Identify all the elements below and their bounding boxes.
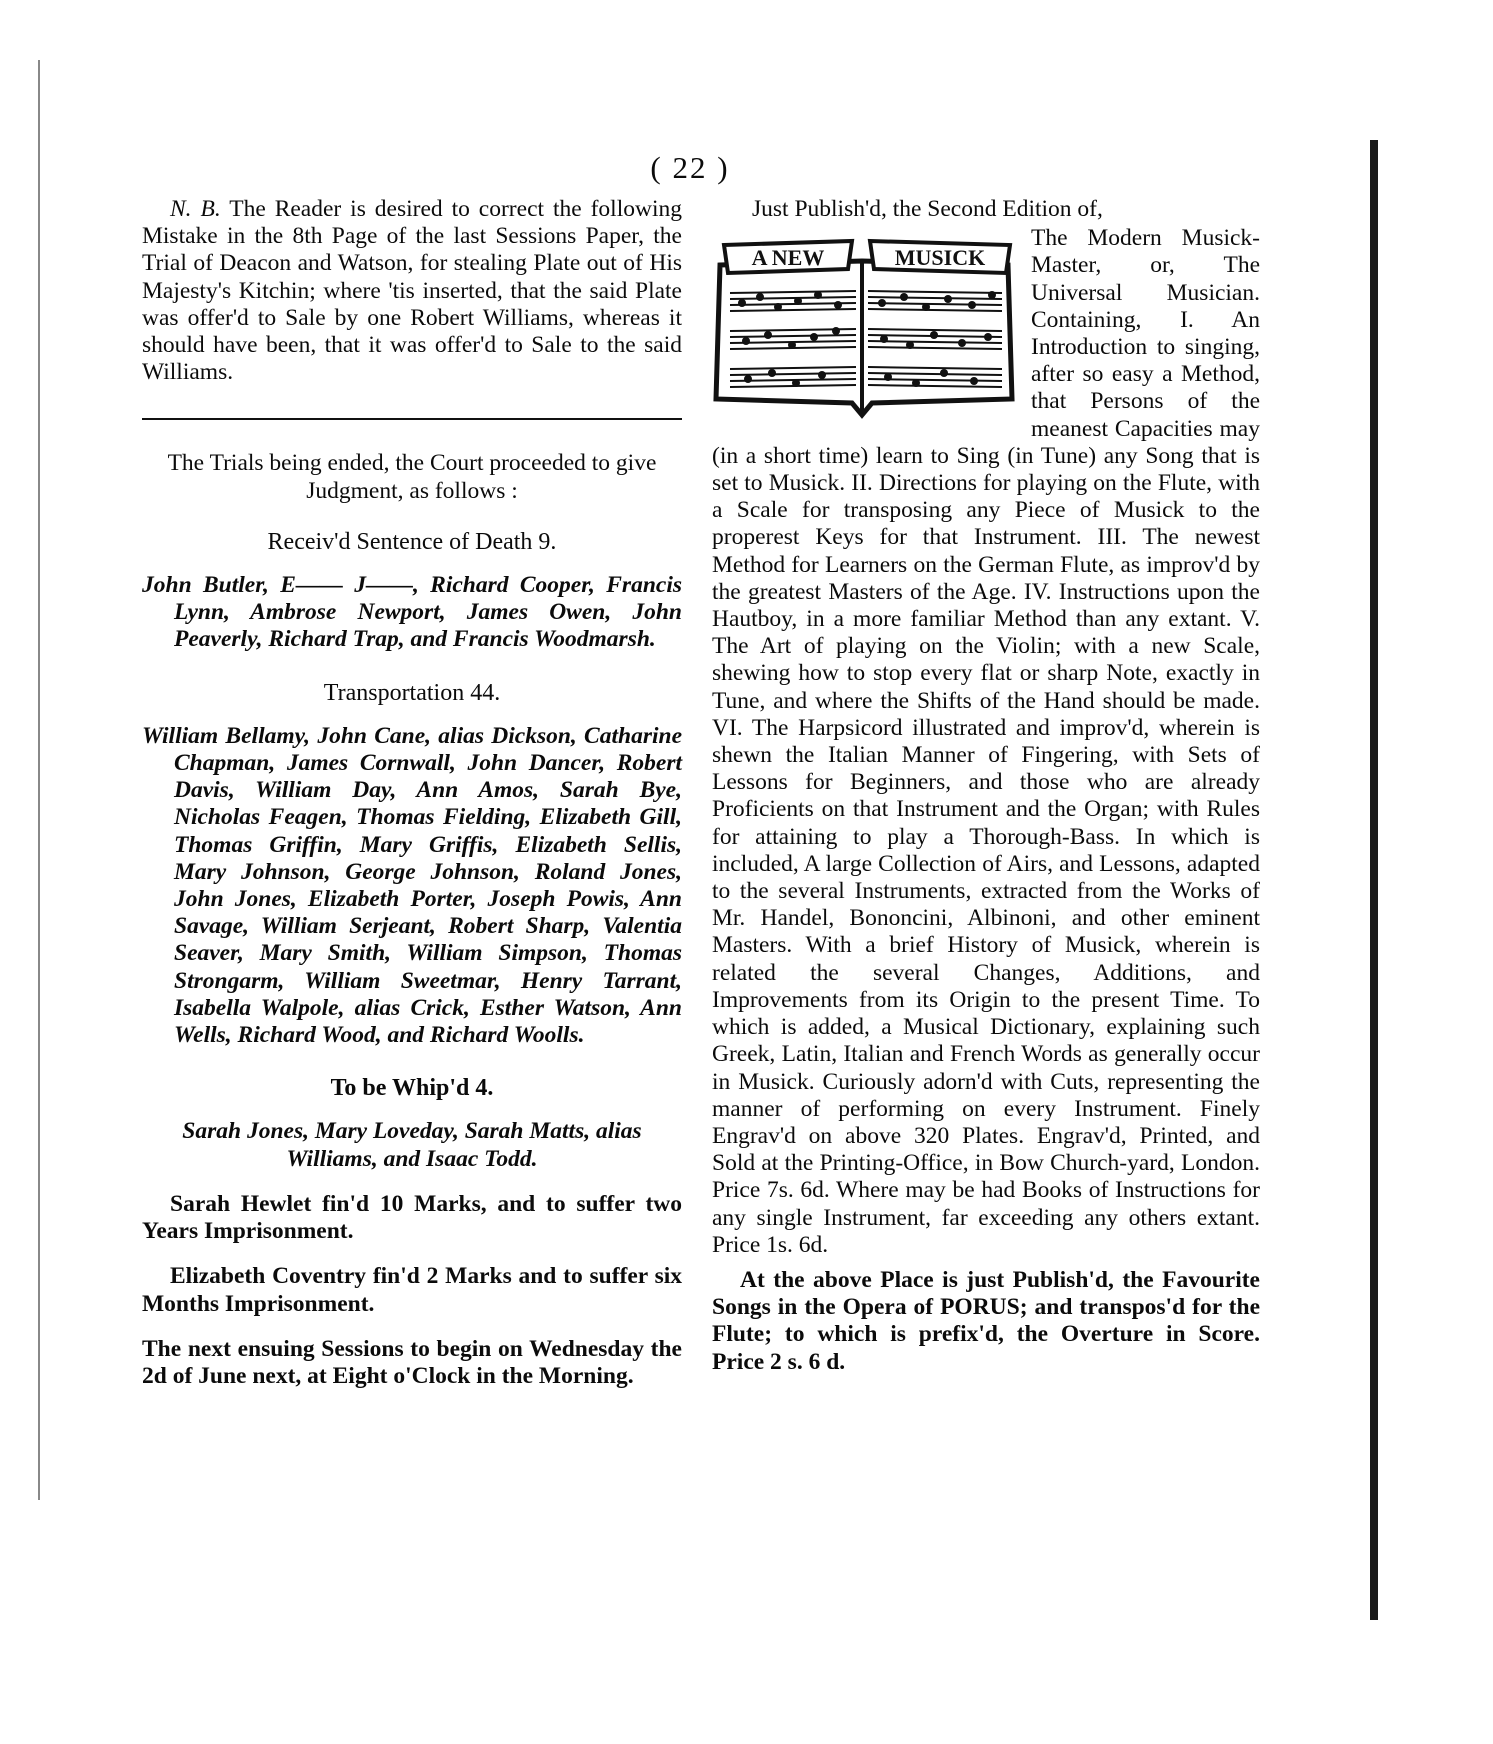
transportation-names: William Bellamy, John Cane, alias Dickson, Catharine Chapman, James Cornwall, John Dancer, Robert Davis, William Day, Ann Amos, Sarah Bye, Nicholas Feagen, Thomas Fielding, Elizabeth Gill, Thomas Griffin, Mary Griffis, Elizabeth Sellis, Mary Johnson, George Johnson, Roland Jones, John Jones, Elizabeth Porter, Joseph Powis, Ann Savage, William Serjeant, Robert Sharp, Valentia Seaver, Mary Smith, William Simpson, Thomas Strongarm, William Sweetmar, Henry Tarrant, Isabella Walpole, alias Crick, Esther Watson, Ann Wells, Richard Wood, and Richard Woolls. (142, 722, 682, 1049)
nb-paragraph (142, 196, 682, 386)
porus-advert: At the above Place is just Publish'd, the Favourite Songs in the Opera of PORUS; and transpos'd for the Flute; to which is prefix'd, the Overture in Score. Price 2 s. 6 d. (712, 1266, 1260, 1375)
advert-body: The Modern Musick-Master, or, The Universal Musician. Containing, I. An Introduction to singing, after so easy a Method, that Persons of the meanest Capacities may (in a short time) learn to Sing (in Tune) any Song that is set to Musick. II. Directions for playing on the Flute, with a Scale for transposing any Piece of Musick to the properest Keys for that Instrument. III. The newest Method for Learners on the German Flute, as improv'd by the greatest Masters of the Age. IV. Instructions upon the Hautboy, in a more familiar Method than any extant. V. The Art of playing on the Violin; with a new Scale, shewing how to stop every flat or sharp Note, exactly in Tune, and where the Shifts of the Hand should be made. VI. The Harpsicord illustrated and improv'd, wherein is shewn the Italian Manner of Fingering, with Sets of Lessons for Beginners, and those who are already Proficients on that Instrument and the Organ; with Rules for attaining to play a Thorough-Bass. In which is included, A large Collection of Airs, and Lessons, adapted to the several Instruments, extracted from the Works of Mr. Handel, Bononcini, Albinoni, and other eminent Masters. With a brief History of Musick, wherein is related the several Changes, Additions, and Improvements from its Origin to the present Time. To which is added, a Musical Dictionary, explaining such Greek, Latin, Italian and French Words as generally occur in Musick. Curiously adorn'd with Cuts, representing the manner of performing on every Instrument. Finely Engrav'd on above 320 Plates. Engrav'd, Printed, and Sold at the Printing-Office, in Bow Church-yard, London. Price 7s. 6d. Where may be had Books of Instructions for any single Instrument, far exceeding any others extant. Price 1s. 6d. (712, 225, 1260, 1258)
trials-intro: The Trials being ended, the Court proceeded to give Judgment, as follows : (167, 450, 657, 504)
left-column (142, 196, 682, 1390)
scan-left-edge (38, 60, 40, 1500)
page-number: ( 22 ) (650, 150, 730, 185)
section-divider (142, 418, 682, 420)
death-heading: Receiv'd Sentence of Death 9. (267, 528, 557, 555)
open-book-illustration (712, 231, 1017, 426)
nb-text: The Reader is desired to correct the following Mistake in the 8th Page of the last Sessions Paper, the Trial of Deacon and Watson, for stealing Plate out of His Majesty's Kitchin; where 'tis inserted, that the said Plate was offer'd to Sale by one Robert Williams, whereas it should have been, that it was offer'd to Sale to the said Williams. (142, 196, 682, 386)
scan-edge-shadow (1370, 140, 1378, 1620)
fine-notice-coventry: Elizabeth Coventry fin'd 2 Marks and to suffer six Months Imprisonment. (142, 1263, 682, 1317)
transportation-heading: Transportation 44. (323, 679, 501, 706)
right-column (712, 196, 1260, 1376)
death-names: John Butler, E—— J——, Richard Cooper, Francis Lynn, Ambrose Newport, James Owen, John Peaverly, Richard Trap, and Francis Woodmarsh. (142, 572, 682, 653)
music-book-woodcut (712, 231, 1017, 426)
banner-left-text: A NEW (751, 245, 825, 271)
fine-notice-hewlet: Sarah Hewlet fin'd 10 Marks, and to suffer two Years Imprisonment. (142, 1190, 682, 1245)
banner-right-text: MUSICK (894, 245, 986, 271)
whipping-heading: To be Whip'd 4. (330, 1075, 494, 1102)
next-sessions-notice: The next ensuing Sessions to begin on Wednesday the 2d of June next, at Eight o'Clock in the Morning. (142, 1335, 682, 1389)
nb-label: N. B. (170, 196, 221, 222)
whipping-names: Sarah Jones, Mary Loveday, Sarah Matts, alias Williams, and Isaac Todd. (182, 1118, 642, 1172)
advert-title: Just Publish'd, the Second Edition of, (752, 196, 1103, 222)
